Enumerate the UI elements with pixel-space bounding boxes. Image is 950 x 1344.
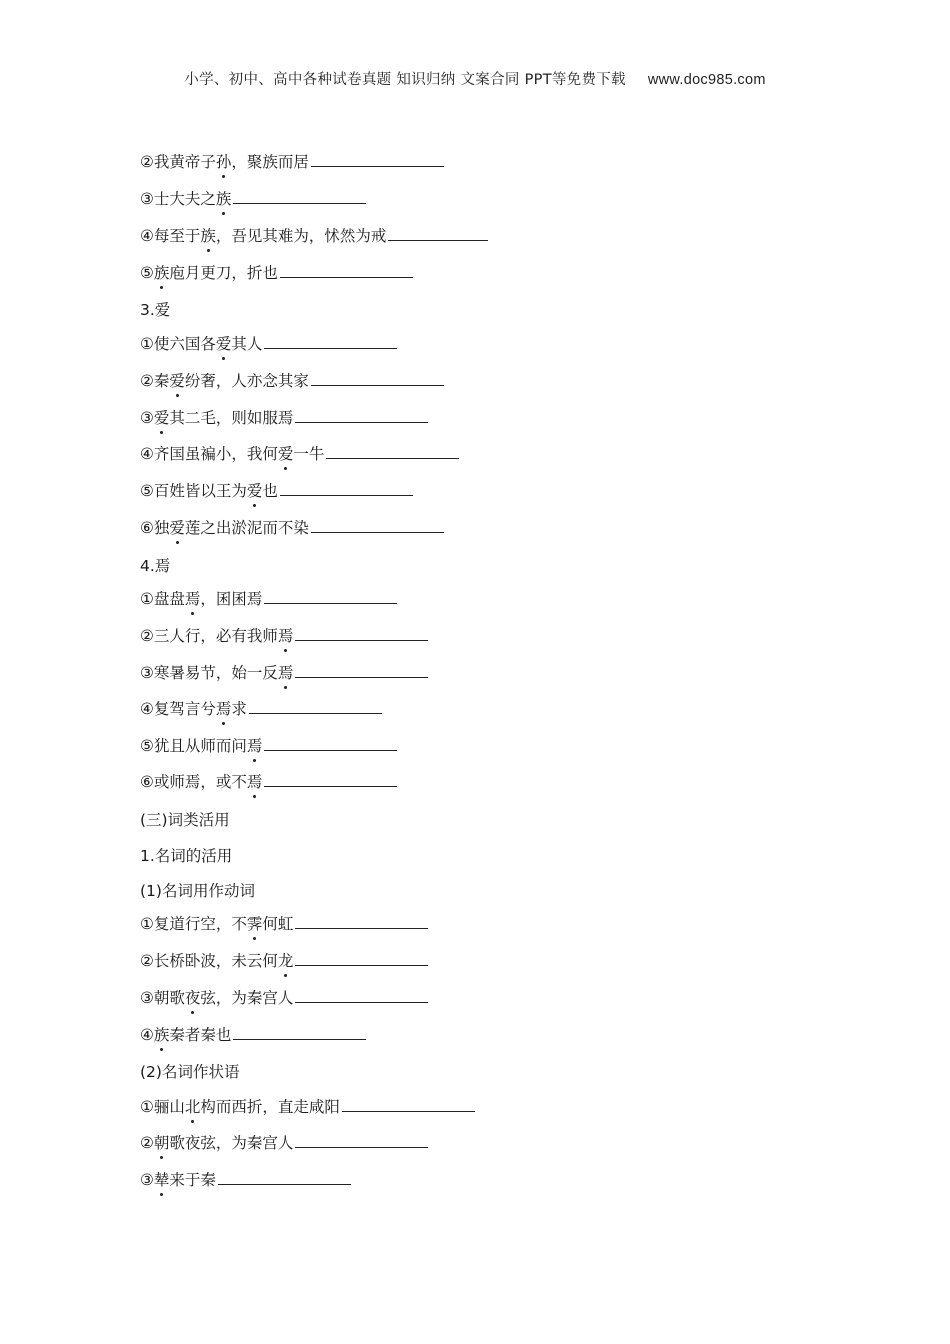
answer-blank[interactable]	[295, 408, 428, 423]
emphasized-character: 爱	[246, 482, 263, 500]
answer-blank[interactable]	[280, 481, 413, 496]
section-heading: 4.焉	[140, 557, 171, 575]
item-text-before: ②我黄帝子	[140, 153, 216, 171]
exercise-item	[140, 626, 428, 646]
exercise-item	[140, 1133, 428, 1153]
item-text-before: ⑥独	[140, 519, 170, 537]
emphasized-character: 夜	[184, 989, 201, 1007]
answer-blank[interactable]	[311, 152, 444, 167]
exercise-item	[140, 152, 444, 172]
item-text-before: ②秦	[140, 372, 170, 390]
item-text-after: 庖月更刀，折也	[169, 264, 278, 282]
emphasized-character: 爱	[169, 519, 185, 537]
item-text-before: ③	[140, 409, 154, 427]
emphasized-character: 孙	[215, 153, 232, 171]
exercise-item	[140, 444, 459, 464]
answer-blank[interactable]	[295, 626, 428, 641]
answer-blank[interactable]	[264, 772, 397, 787]
item-text-before: ⑥或师焉，或不	[140, 773, 247, 791]
exercise-item	[140, 371, 444, 391]
answer-blank[interactable]	[264, 589, 397, 604]
item-text-before: ④齐国虽褊小，我何	[140, 445, 278, 463]
item-text-before: ③士大夫之	[140, 190, 216, 208]
item-text-before: ④	[140, 1026, 154, 1044]
answer-blank[interactable]	[264, 334, 397, 349]
item-text-after: 莲之出淤泥而不染	[184, 519, 309, 537]
exercise-item	[140, 914, 428, 934]
exercise-item	[140, 589, 397, 609]
exercise-item	[140, 988, 428, 1008]
item-text-before: ①复道行空，不	[140, 915, 247, 933]
item-text-before: ⑤百姓皆以王为	[140, 482, 247, 500]
exercise-item	[140, 481, 413, 501]
exercise-item	[140, 699, 382, 719]
header-site-link[interactable]: www.doc985.com	[647, 72, 766, 88]
exercise-item	[140, 1097, 475, 1117]
item-text-before: ①使六国各	[140, 335, 216, 353]
emphasized-character: 北	[184, 1098, 201, 1116]
answer-blank[interactable]	[342, 1097, 475, 1112]
item-text-before: ③寒暑易节，始一反	[140, 664, 278, 682]
item-text-after: 其人	[231, 335, 263, 353]
item-text-before: ②长桥卧波，未云何	[140, 952, 278, 970]
item-text-before: ③朝歌	[140, 989, 185, 1007]
answer-blank[interactable]	[233, 189, 366, 204]
emphasized-character: 爱	[277, 445, 294, 463]
emphasized-character: 霁	[246, 915, 263, 933]
item-text-after: ，囷囷焉	[200, 590, 263, 608]
exercise-item	[140, 772, 397, 792]
exercise-item	[140, 226, 488, 246]
emphasized-character: 族	[200, 227, 216, 245]
answer-blank[interactable]	[326, 444, 459, 459]
item-text-after: 一牛	[293, 445, 325, 463]
emphasized-character: 族	[153, 264, 170, 282]
item-text-after: 也	[262, 482, 278, 500]
emphasized-character: 焉	[246, 773, 263, 791]
section-heading: (1)名词用作动词	[140, 882, 255, 900]
answer-blank[interactable]	[295, 914, 428, 929]
answer-blank[interactable]	[295, 988, 428, 1003]
emphasized-character: 焉	[184, 590, 201, 608]
answer-blank[interactable]	[264, 736, 397, 751]
answer-blank[interactable]	[295, 1133, 428, 1148]
answer-blank[interactable]	[280, 263, 413, 278]
exercise-item	[140, 189, 366, 209]
emphasized-character: 焉	[277, 664, 294, 682]
item-text-after: 其二毛，则如服焉	[169, 409, 294, 427]
answer-blank[interactable]	[295, 951, 428, 966]
item-text-before: ①盘盘	[140, 590, 185, 608]
emphasized-character: 爱	[153, 409, 170, 427]
item-text-before: ③	[140, 1171, 154, 1189]
item-text-after: 来于秦	[169, 1171, 216, 1189]
emphasized-character: 辇	[153, 1171, 170, 1189]
header-text: 小学、初中、高中各种试卷真题 知识归纳 文案合同 PPT等免费下载	[184, 72, 626, 88]
item-text-after: ，聚族而居	[231, 153, 309, 171]
answer-blank[interactable]	[233, 1025, 366, 1040]
item-text-before: ④复驾言兮	[140, 700, 216, 718]
exercise-item	[140, 663, 428, 683]
item-text-before: ②	[140, 1134, 154, 1152]
exercise-item	[140, 263, 413, 283]
section-heading: 1.名词的活用	[140, 847, 233, 865]
emphasized-character: 族	[215, 190, 232, 208]
item-text-before: ④每至于	[140, 227, 201, 245]
item-text-after: 构而西折，直走咸阳	[200, 1098, 340, 1116]
answer-blank[interactable]	[311, 371, 444, 386]
item-text-after: 纷奢，人亦念其家	[184, 372, 309, 390]
answer-blank[interactable]	[218, 1170, 351, 1185]
exercise-item	[140, 1170, 351, 1190]
item-text-before: ⑤	[140, 264, 154, 282]
item-text-after: 弦，为秦宫人	[200, 989, 294, 1007]
item-text-after: 秦者秦也	[169, 1026, 232, 1044]
item-text-after: 求	[231, 700, 247, 718]
exercise-item	[140, 1025, 366, 1045]
emphasized-character: 焉	[277, 627, 294, 645]
answer-blank[interactable]	[388, 226, 488, 241]
exercise-item	[140, 736, 397, 756]
emphasized-character: 爱	[215, 335, 232, 353]
page-header	[0, 68, 950, 89]
exercise-item	[140, 951, 428, 971]
item-text-after: 歌夜弦，为秦宫人	[169, 1134, 294, 1152]
section-heading: 3.爱	[140, 301, 171, 319]
item-text-before: ⑤犹且从师而问	[140, 737, 247, 755]
emphasized-character: 朝	[153, 1134, 170, 1152]
section-heading: (2)名词作状语	[140, 1063, 240, 1081]
item-text-before: ①骊山	[140, 1098, 185, 1116]
item-text-before: ②三人行，必有我师	[140, 627, 278, 645]
emphasized-character: 焉	[246, 737, 263, 755]
answer-blank[interactable]	[311, 518, 444, 533]
exercise-item	[140, 408, 428, 428]
emphasized-character: 爱	[169, 372, 185, 390]
section-heading: (三)词类活用	[140, 811, 230, 829]
emphasized-character: 焉	[215, 700, 232, 718]
answer-blank[interactable]	[295, 663, 428, 678]
item-text-after: 何虹	[262, 915, 294, 933]
exercise-item	[140, 518, 444, 538]
emphasized-character: 龙	[277, 952, 294, 970]
item-text-after: ，吾见其难为，怵然为戒	[215, 227, 387, 245]
answer-blank[interactable]	[249, 699, 382, 714]
exercise-item	[140, 334, 397, 354]
emphasized-character: 族	[153, 1026, 170, 1044]
